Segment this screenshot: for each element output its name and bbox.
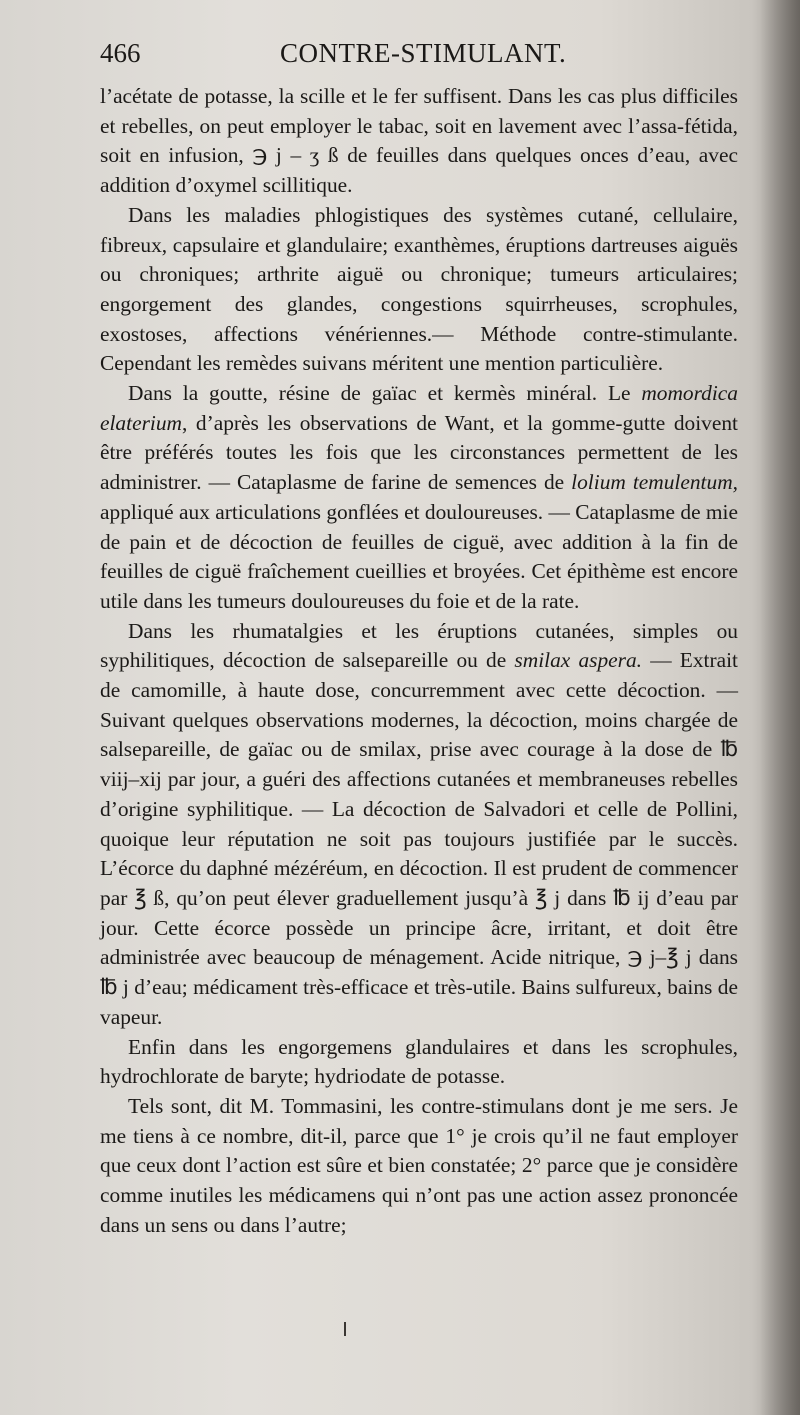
- page-number: 466: [100, 38, 141, 68]
- text-run: — Extrait de camomille, à haute dose, concurremment avec cette décoction. — Suivant quelques observations modernes, la décoction, moins chargée de salsepareille, de gaïac ou de smilax, prise avec courage à la dose de ℔ viij–xij par jour, a guéri des affections cutanées et membraneuses rebelles d’origine syphilitique. — La décoction de Salvadori et celle de Pollini, quoique leur réputation ne soit pas toujours justifiée par le succès. L’écorce du daphné mézéréum, en décoction. Il est prudent de commencer par ℥ ß, qu’on peut élever graduellement jusqu’à ℥ j dans ℔ ij d’eau par jour. Cette écorce possède un principe âcre, irritant, et doit être administrée avec beaucoup de ménagement. Acide nitrique, ℈ j–℥ j dans ℔ j d’eau; médicament très-efficace et très-utile. Bains sulfureux, bains de vapeur.: [100, 648, 738, 1029]
- italic-term: momordica elaterium: [100, 381, 738, 435]
- text-run: Tels sont, dit M. Tommasini, les contre-stimulans dont je me sers. Je me tiens à ce nombre, dit-il, parce que 1° je crois qu’il ne faut employer que ceux dont l’action est sûre et bien constatée; 2° parce que je considère comme inutiles les médicamens qui n’ont pas une action assez prononcée dans un sens ou dans l’autre;: [100, 1093, 738, 1237]
- paragraph: [100, 201, 738, 379]
- paragraph: [100, 1033, 738, 1092]
- italic-term: smilax aspera.: [514, 648, 643, 673]
- paragraph: [100, 379, 738, 617]
- text-run: Dans les maladies phlogistiques des systèmes cutané, cellulaire, fibreux, capsulaire et glandulaire; exanthèmes, éruptions dartreuses aiguës ou chroniques; arthrite aiguë ou chronique; tumeurs articulaires; engorgement des glandes, congestions squirrheuses, scrophules, exostoses, affections vénériennes.— Méthode contre-stimulante. Cependant les remèdes suivans méritent une mention particulière.: [100, 202, 738, 376]
- italic-term: lolium temulentum,: [571, 470, 738, 495]
- body-text: [100, 82, 738, 1240]
- text-run: , d’après les observations de Want, et la gomme-gutte doivent être préférés toutes les fois que les circonstances permettent de les administrer. — Cataplasme de farine de semences de: [100, 410, 738, 495]
- text-run: Dans les rhumatalgies et les éruptions cutanées, simples ou syphilitiques, décoction de salsepareille ou de: [100, 618, 738, 673]
- text-run: Dans la goutte, résine de gaïac et kermès minéral. Le: [128, 381, 642, 406]
- text-run: Enfin dans les engorgemens glandulaires et dans les scrophules, hydrochlorate de baryte; hydriodate de potasse.: [100, 1034, 738, 1089]
- text-run: l’acétate de potasse, la scille et le fer suffisent. Dans les cas plus difficiles et rebelles, on peut employer le tabac, soit en lavement avec l’assa-fétida, soit en infusion, ℈ j – ʒ ß de feuilles dans quelques onces d’eau, avec addition d’oxymel scillitique.: [100, 84, 738, 198]
- page-edge-shadow: [760, 0, 800, 1415]
- page-header: [100, 38, 740, 78]
- paragraph: [100, 617, 738, 1033]
- paragraph: [100, 1092, 738, 1241]
- running-title: CONTRE-STIMULANT.: [280, 38, 567, 68]
- text-run: appliqué aux articulations gonflées et douloureuses. — Cataplasme de mie de pain et de décoction de feuilles de ciguë, avec addition à la fin de feuilles de ciguë fraîchement cueillies et broyées. Cet épithème est encore utile dans les tumeurs douloureuses du foie et de la rate.: [100, 499, 738, 613]
- paragraph: [100, 82, 738, 201]
- print-mark: [344, 1322, 346, 1336]
